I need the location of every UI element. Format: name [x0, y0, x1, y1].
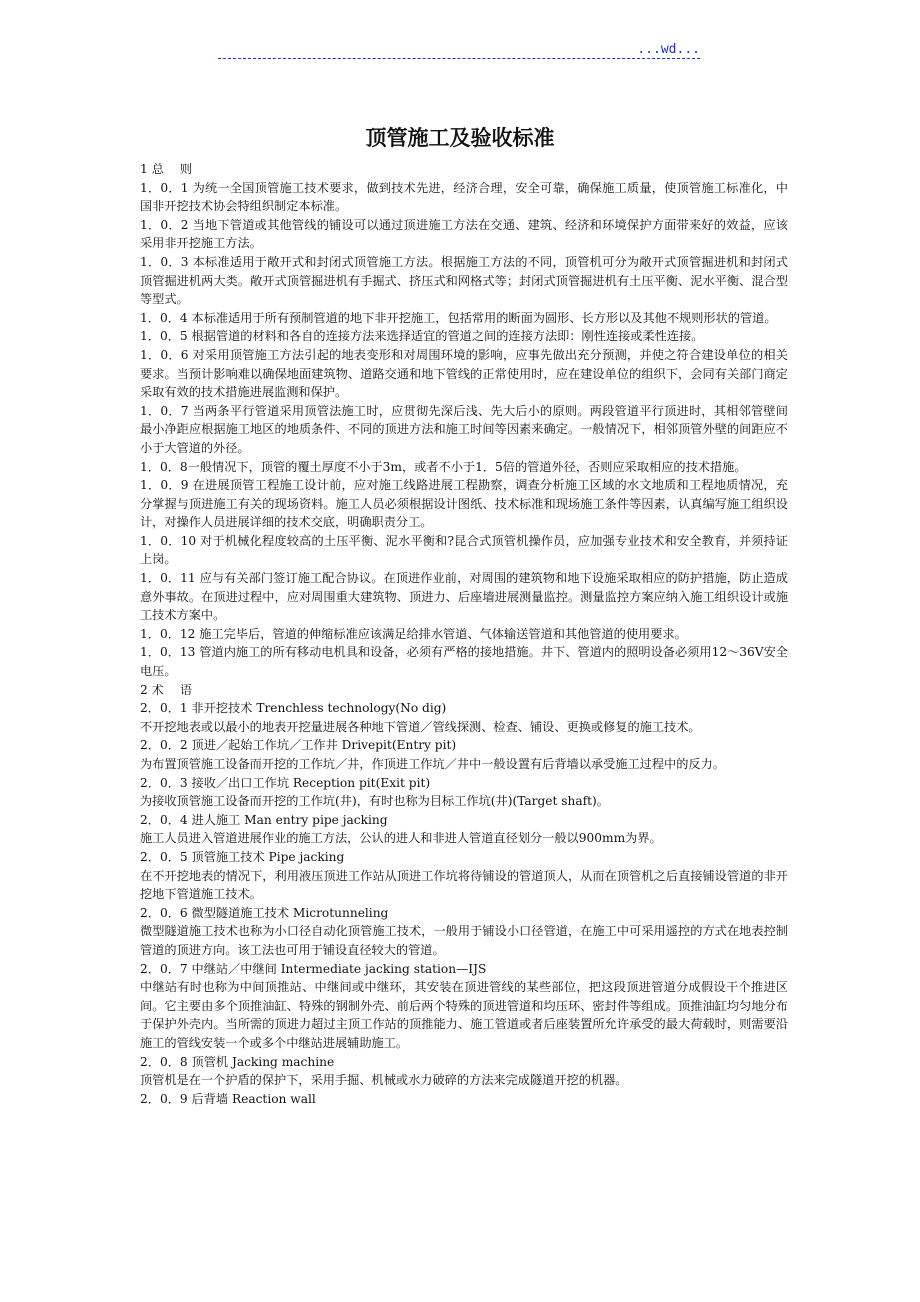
- page-header: [218, 42, 700, 60]
- body-paragraph: 2．0．8 顶管机 Jacking machine: [140, 1054, 335, 1069]
- header-mark: ...wd...: [637, 42, 700, 57]
- body-paragraph: 施工人员进入管道进展作业的施工方法，公认的进人和非进人管道直径划分一般以900mm为界。: [140, 831, 662, 846]
- body-paragraph: 2．0．1 非开挖技术 Trenchless technology(No dig): [140, 701, 447, 716]
- body-paragraph: 1．0．2 当地下管道或其他管线的铺设可以通过顶进施工方法在交通、建筑、经济和环境保护方面带来好的效益，应该采用非开挖施工方法。: [140, 217, 788, 251]
- header-dashed-rule: [218, 58, 700, 59]
- body-paragraph: 1．0．4 本标准适用于所有预制管道的地下非开挖施工，包括常用的断面为圆形、长方形以及其他不规则形状的管道。: [140, 310, 777, 325]
- body-paragraph: 2．0．7 中继站／中继间 Intermediate jacking station—IJS: [140, 961, 487, 976]
- body-paragraph: 为布置顶管施工设备而开挖的工作坑／井，作顶进工作坑／井中一般设置有后背墙以承受施工过程中的反力。: [140, 757, 725, 771]
- body-paragraph: 1．0．11 应与有关部门签订施工配合协议。在顶进作业前，对周围的建筑物和地下设施采取相应的防护措施，防止造成意外事故。在顶进过程中，应对周围重大建筑物、顶进力、后座墙进展测量监控。测量监控方案应纳入施工组织设计或施工技术方案中。: [140, 571, 788, 623]
- body-paragraph: 1．0．13 管道内施工的所有移动电机具和设备，必须有严格的接地措施。井下、管道内的照明设备必须用12～36V安全电压。: [140, 645, 788, 679]
- body-paragraph: 2．0．6 微型隧道施工技术 Microtunneling: [140, 905, 389, 920]
- body-paragraph: 微型隧道施工技术也称为小口径自动化顶管施工技术，一般用于铺设小口径管道，在施工中可采用遥控的方式在地表控制管道的顶进方向。该工法也可用于铺设直径较大的管道。: [140, 924, 788, 957]
- body-paragraph: 1．0．8一般情况下，顶管的覆土厚度不小于3m，或者不小于1．5倍的管道外径，否则应采取相应的技术措施。: [140, 459, 747, 474]
- body-paragraph: 2．0．3 接收／出口工作坑 Reception pit(Exit pit): [140, 775, 431, 790]
- body-paragraph: 2．0．5 顶管施工技术 Pipe jacking: [140, 849, 345, 864]
- body-paragraph: 1．0．10 对于机械化程度较高的土压平衡、泥水平衡和?昆合式顶管机操作员，应加强专业技术和安全教育，并须持证上岗。: [140, 533, 788, 567]
- body-paragraph: 1．0．7 当两条平行管道采用顶管法施工时，应贯彻先深后浅、先大后小的原则。两段管道平行顶进时，其相邻管壁间最小净距应根据施工地区的地质条件、不同的顶进方法和施工时间等因素来确定。一般情况下，相邻顶管外壁的间距应不小于大管道的外径。: [140, 403, 788, 455]
- document-title: 顶管施工及验收标准: [365, 126, 555, 150]
- body-paragraph: 2．0．2 顶进／起始工作坑／工作井 Drivepit(Entry pit): [140, 738, 457, 753]
- body-paragraph: 2．0．9 后背墙 Reaction wall: [140, 1091, 316, 1106]
- body-paragraph: 1 总 则: [140, 162, 193, 176]
- body-paragraph: 不开挖地表或以最小的地表开挖量进展各种地下管道／管线探测、检查、铺设、更换或修复的施工技术。: [140, 719, 701, 734]
- body-paragraph: 1．0．3 本标准适用于敞开式和封闭式顶管施工方法。根据施工方法的不同，顶管机可分为敞开式顶管掘进机和封闭式顶管掘进机两大类。敞开式顶管掘进机有手掘式、挤压式和网格式等；封闭式顶管掘进机有土压平衡、泥水平衡、混合型等型式。: [140, 254, 788, 307]
- body-paragraph: 2．0．4 进人施工 Man entry pipe jacking: [140, 812, 388, 827]
- body-paragraph: 中继站有时也称为中间顶推站、中继间或中继环，其安装在顶进管线的某些部位，把这段顶进管道分成假设干个推进区间。它主要由多个顶推油缸、特殊的钢制外壳、前后两个特殊的顶进管道和均压环、密封件等组成。顶推油缸均匀地分布于保护外壳内。当所需的顶进力超过主顶工作站的顶推能力、施工管道或者后座装置所允许承受的最大荷载时，则需要沿施工的管线安装一个或多个中继站进展辅助施工。: [140, 980, 788, 1050]
- body-paragraph: 2 术 语: [140, 682, 193, 697]
- body-paragraph: 顶管机是在一个护盾的保护下，采用手掘、机械或水力破碎的方法来完成隧道开挖的机器。: [140, 1073, 628, 1088]
- body-paragraph: 1．0．5 根据管道的材料和各自的连接方法来选择适宜的管道之间的连接方法即：刚性连接或柔性连接。: [140, 329, 704, 344]
- document-body: [140, 160, 788, 1108]
- body-paragraph: 1．0．1 为统一全国顶管施工技术要求，做到技术先进，经济合理，安全可靠，确保施工质量，使顶管施工标准化，中国非开挖技术协会特组织制定本标准。: [140, 180, 788, 214]
- body-paragraph: 为接收顶管施工设备而开挖的工作坑(井)，有时也称为目标工作坑(井)(Target shaft)。: [140, 794, 609, 809]
- body-paragraph: 1．0．6 对采用顶管施工方法引起的地表变形和对周围环境的影响，应事先做出充分预测，并使之符合建设单位的相关要求。当预计影响难以确保地面建筑物、道路交通和地下管线的正常使用时，应在建设单位的组织下，会同有关部门商定采取有效的技术措施进展监测和保护。: [140, 347, 788, 400]
- body-paragraph: 1．0．9 在进展顶管工程施工设计前，应对施工线路进展工程勘察，调查分析施工区域的水文地质和工程地质情况，充分掌握与顶进施工有关的现场资料。施工人员必须根据设计图纸、技术标准和现场施工条件等因素，认真编写施工组织设计，对操作人员进展详细的技术交底，明确职责分工。: [140, 478, 788, 530]
- body-paragraph: 在不开挖地表的情况下，利用液压顶进工作站从顶进工作坑将待铺设的管道顶人，从而在顶管机之后直接铺设管道的非开挖地下管道施工技术。: [140, 868, 788, 902]
- body-paragraph: 1．0．12 施工完毕后，管道的伸缩标准应该满足给排水管道、气体输送管道和其他管道的使用要求。: [140, 626, 687, 641]
